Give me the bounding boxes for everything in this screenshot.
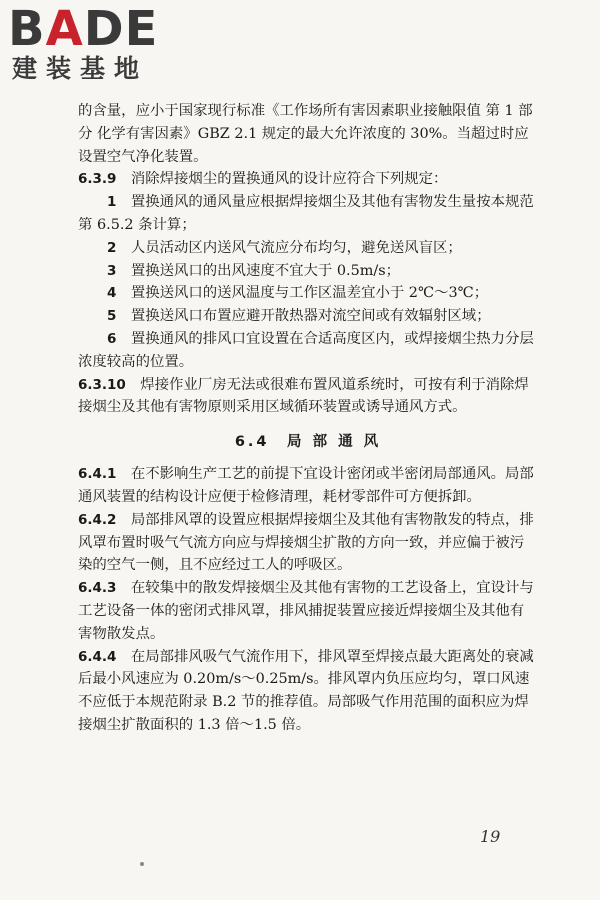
clause-6-4-1: 6.4.1 在不影响生产工艺的前提下宜设计密闭或半密闭局部通风。局部通风装置的结构设计应便于检修清理，耗材零部件可方便拆卸。	[78, 466, 534, 505]
logo-subtitle: 建装基地	[12, 54, 149, 83]
list-item: 6 置换通风的排风口宜设置在合适高度区内，或焊接烟尘热力分层浓度较高的位置。	[78, 330, 534, 370]
logo-wordmark: BADE	[8, 1, 159, 57]
list-item: 2 人员活动区内送风气流应分布均匀，避免送风盲区；	[107, 239, 462, 256]
clause-6-3-10: 6.3.10 焊接作业厂房无法或很难布置风道系统时，可按有利于消除焊接烟尘及其他有害物原则采用区域循环装置或诱导通风方式。	[78, 376, 529, 416]
section-heading: 6.4 局 部 通 风	[234, 434, 382, 451]
clause-6-4-4: 6.4.4 在局部排风吸气气流作用下，排风罩至焊接点最大距离处的衰减后最小风速应为 0.20m/s～0.25m/s。排风罩内负压应均匀，罩口风速不应低于本规范附录 B.2 节的推荐值。局部吸气作用范围的面积应为焊接烟尘扩散面积的 1.3 倍～1.5 倍。	[78, 648, 534, 733]
scan-speck	[140, 862, 144, 866]
list-item: 5 置换送风口布置应避开散热器对流空间或有效辐射区域；	[107, 308, 491, 325]
clause-6-4-2: 6.4.2 局部排风罩的设置应根据焊接烟尘及其他有害物散发的特点，排风罩布置时吸气气流方向应与焊接烟尘扩散的方向一致，并应偏于被污染的空气一侧，且不应经过工人的呼吸区。	[78, 511, 534, 574]
bade-logo	[8, 1, 178, 84]
list-item: 1 置换通风的通风量应根据焊接烟尘及其他有害物发生量按本规范第 6.5.2 条计算；	[78, 194, 534, 233]
clause-6-3-9: 6.3.9 消除焊接烟尘的置换通风的设计应符合下列规定：	[78, 171, 448, 188]
clause-6-4-3: 6.4.3 在较集中的散发焊接烟尘及其他有害物的工艺设备上，宜设计与工艺设备一体的密闭式排风罩，排风捕捉装置应接近焊接烟尘及其他有害物散发点。	[78, 580, 534, 642]
paragraph-continuation: 的含量，应小于国家现行标准《工作场所有害因素职业接触限值 第 1 部分 化学有害因素》GBZ 2.1 规定的最大允许浓度的 30%。当超过时应设置空气净化装置。	[78, 103, 533, 165]
page-number: 19	[480, 827, 501, 846]
list-item: 4 置换送风口的送风温度与工作区温差宜小于 2℃～3℃；	[107, 285, 489, 302]
document-body	[78, 100, 538, 737]
list-item: 3 置换送风口的出风速度不宜大于 0.5m/s；	[107, 262, 401, 279]
